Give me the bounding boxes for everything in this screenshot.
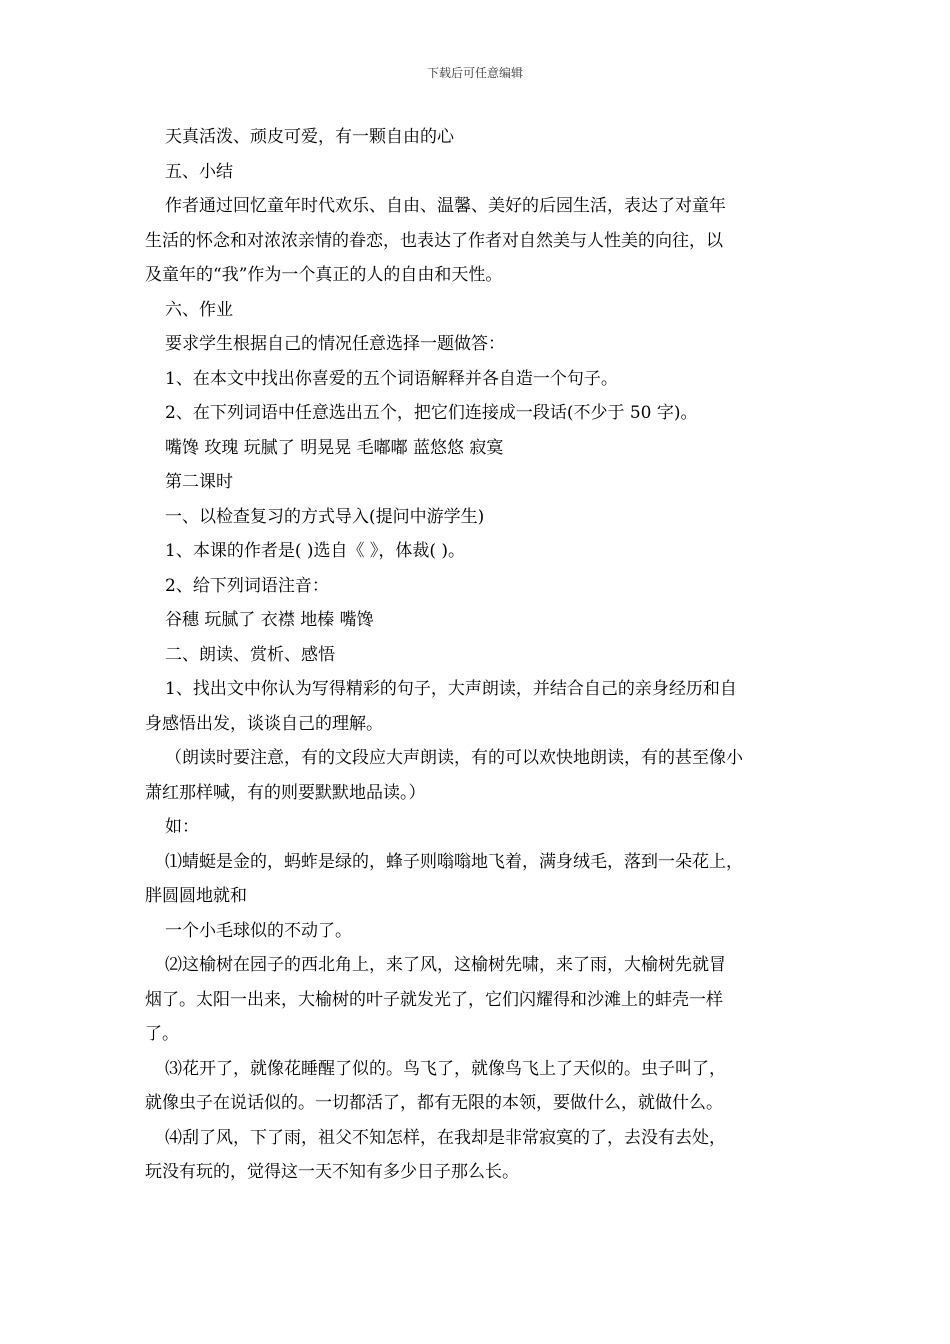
text-line: 了。	[145, 1024, 179, 1044]
text-line: 如：	[165, 817, 199, 837]
text-line: 及童年的“我”作为一个真正的人的自由和天性。	[145, 265, 503, 285]
text-line: 2、在下列词语中任意选出五个，把它们连接成一段话(不少于 50 字)。	[165, 403, 698, 423]
text-line: 第二课时	[165, 472, 233, 492]
text-line: 六、作业	[165, 299, 233, 320]
text-line: 玩没有玩的，觉得这一天不知有多少日子那么长。	[145, 1162, 519, 1182]
text-line: 嘴馋 玫瑰 玩腻了 明晃晃 毛嘟嘟 蓝悠悠 寂寞	[165, 437, 504, 458]
text-line: 一、以检查复习的方式导入(提问中游学生)	[165, 506, 485, 527]
text-line: 烟了。太阳一出来，大榆树的叶子就发光了，它们闪耀得和沙滩上的蚌壳一样	[145, 989, 723, 1010]
text-line: ⑴蜻蜓是金的，蚂蚱是绿的，蜂子则嗡嗡地飞着，满身绒毛，落到一朵花上，	[165, 851, 743, 872]
text-line: ⑵这榆树在园子的西北角上，来了风，这榆树先啸，来了雨，大榆树先就冒	[165, 955, 726, 975]
text-line: 作者通过回忆童年时代欢乐、自由、温馨、美好的后园生活，表达了对童年	[165, 196, 726, 216]
text-line: （朗读时要注意，有的文段应大声朗读，有的可以欢快地朗读，有的甚至像小	[165, 748, 743, 768]
text-line: ⑷刮了风，下了雨，祖父不知怎样，在我却是非常寂寞的了，去没有去处，	[165, 1127, 726, 1148]
text-line: 一个小毛球似的不动了。	[165, 920, 352, 941]
text-line: ⑶花开了，就像花睡醒了似的。鸟飞了，就像鸟飞上了天似的。虫子叫了，	[165, 1058, 726, 1079]
text-line: 2、给下列词语注音：	[165, 575, 329, 596]
text-line: 身感悟出发，谈谈自己的理解。	[145, 713, 383, 734]
text-line: 天真活泼、顽皮可爱，有一颗自由的心	[165, 127, 454, 147]
text-line: 生活的怀念和对浓浓亲情的眷恋，也表达了作者对自然美与人性美的向往，以	[145, 230, 723, 251]
text-line: 谷穗 玩腻了 衣襟 地榛 嘴馋	[165, 610, 374, 630]
text-line: 1、本课的作者是( )选自《 》，体裁( )。	[165, 541, 466, 561]
page-header: 下载后可任意编辑	[426, 66, 523, 80]
text-line: 要求学生根据自己的情况任意选择一题做答：	[165, 334, 505, 354]
text-line: 萧红那样喊，有的则要默默地品读。）	[145, 782, 426, 803]
document-body	[145, 120, 825, 1190]
text-line: 胖圆圆地就和	[145, 886, 247, 906]
text-line: 二、朗读、赏析、感悟	[165, 644, 335, 665]
text-line: 1、在本文中找出你喜爱的五个词语解释并各自造一个句子。	[165, 368, 618, 389]
text-line: 就像虫子在说话似的。一切都活了，都有无限的本领，要做什么，就做什么。	[145, 1093, 723, 1113]
text-line: 五、小结	[165, 161, 233, 182]
text-line: 1、找出文中你认为写得精彩的句子，大声朗读，并结合自己的亲身经历和自	[165, 679, 737, 699]
